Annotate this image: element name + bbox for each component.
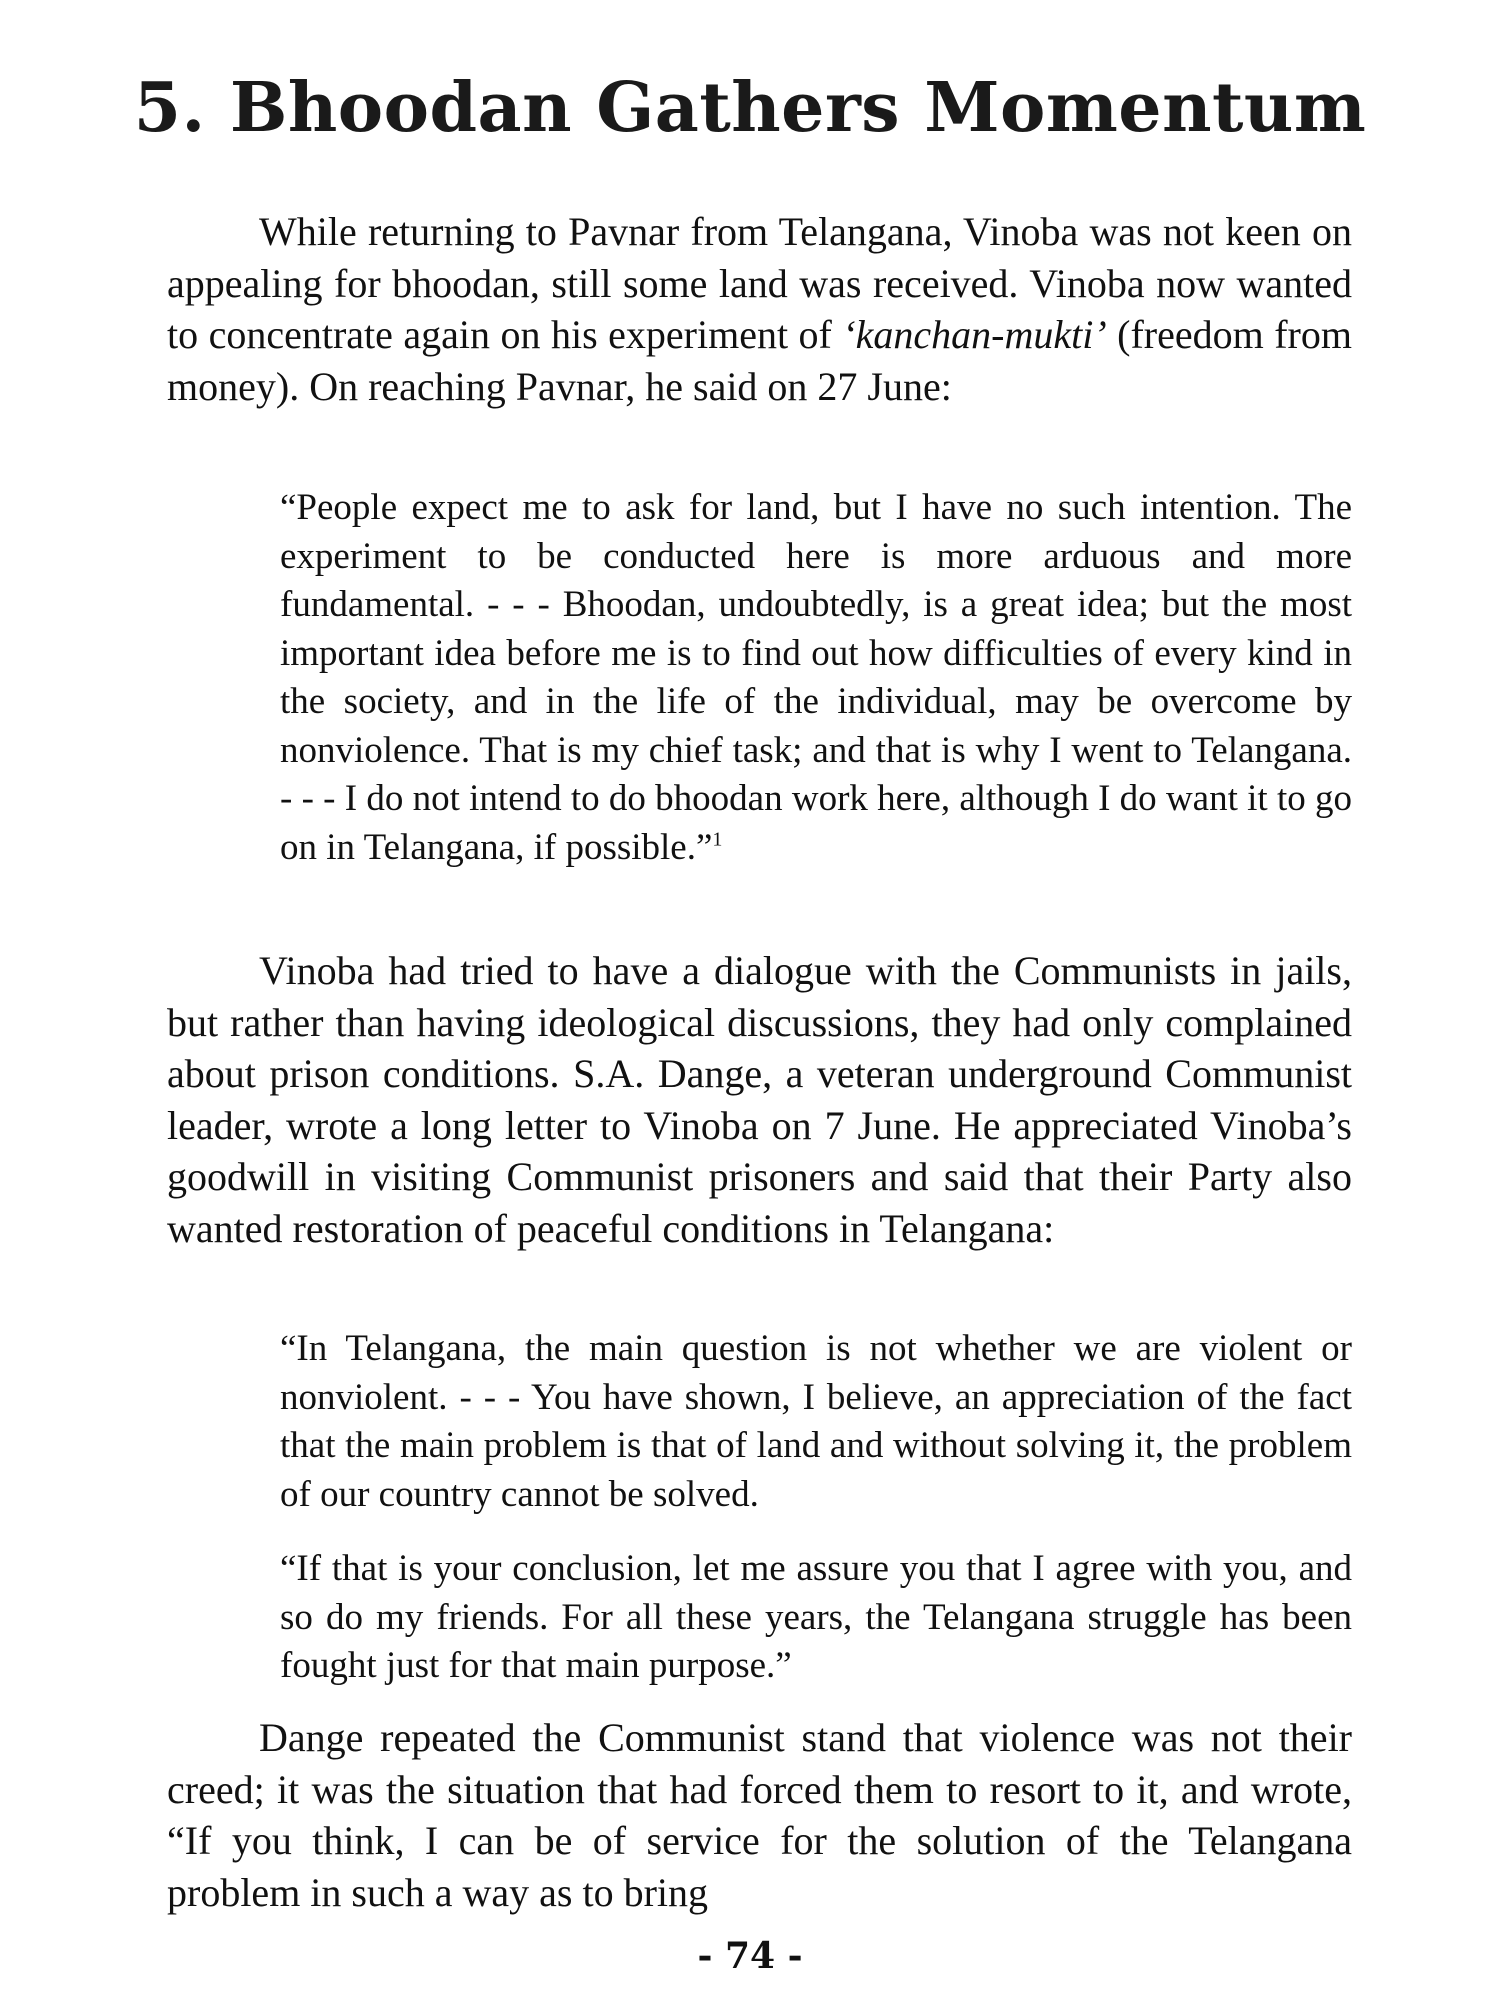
page-number: - 74 - (697, 1935, 803, 1977)
block-quote-2: “In Telangana, the main question is not whether we are violent or nonviolent. - - - You have shown, I believe, an appreciation of the fact that the main problem is that of land and without solving it, the problem of our country cannot be solved. (280, 1328, 1352, 1515)
block-quote-3: “If that is your conclusion, let me assure you that I agree with you, and so do my friends. For all these years, the Telangana struggle has been fought just for that main purpose.” (280, 1548, 1352, 1686)
block-quote-1-text: “People expect me to ask for land, but I have no such intention. The experiment to be conducted here is more arduous and more fundamental. - - - Bhoodan, undoubtedly, is a great idea; but the most important idea before me is to find out how difficulties of every kind in the society, and in the life of the individual, may be overcome by nonviolence. That is my chief task; and that is why I went to Telangana. - - - I do not intend to do bhoodan work here, although I do want it to go on in Telangana, if possible.” (280, 487, 1352, 868)
paragraph-1-text-a: While returning to Pavnar from Telangana, Vinoba was not keen on appealing for bhoodan, still some land was received. Vinoba now wanted to concentrate again on his experiment of (167, 209, 1352, 357)
paragraph-3: Dange repeated the Communist stand that violence was not their creed; it was the situation that had forced them to resort to it, and wrote, “If you think, I can be of service for the solution of the Telangana problem in such a way as to bring (167, 1715, 1352, 1915)
paragraph-2: Vinoba had tried to have a dialogue with the Communists in jails, but rather than having ideological discussions, they had only complained about prison conditions. S.A. Dange, a veteran underground Communist leader, wrote a long letter to Vinoba on 7 June. He appreciated Vinoba’s goodwill in visiting Communist prisoners and said that their Party also wanted restoration of peaceful conditions in Telangana: (167, 948, 1352, 1251)
footnote-marker: 1 (712, 828, 723, 851)
paragraph-1 (167, 206, 1352, 412)
chapter-title: 5. Bhoodan Gathers Momentum (133, 68, 1367, 148)
block-quote-1 (280, 484, 1352, 872)
paragraph-1-text-b: (freedom from money). On reaching Pavnar, he said on 27 June: (167, 312, 1352, 409)
paragraph-1-italic-term: ‘kanchan-mukti’ (842, 312, 1107, 357)
